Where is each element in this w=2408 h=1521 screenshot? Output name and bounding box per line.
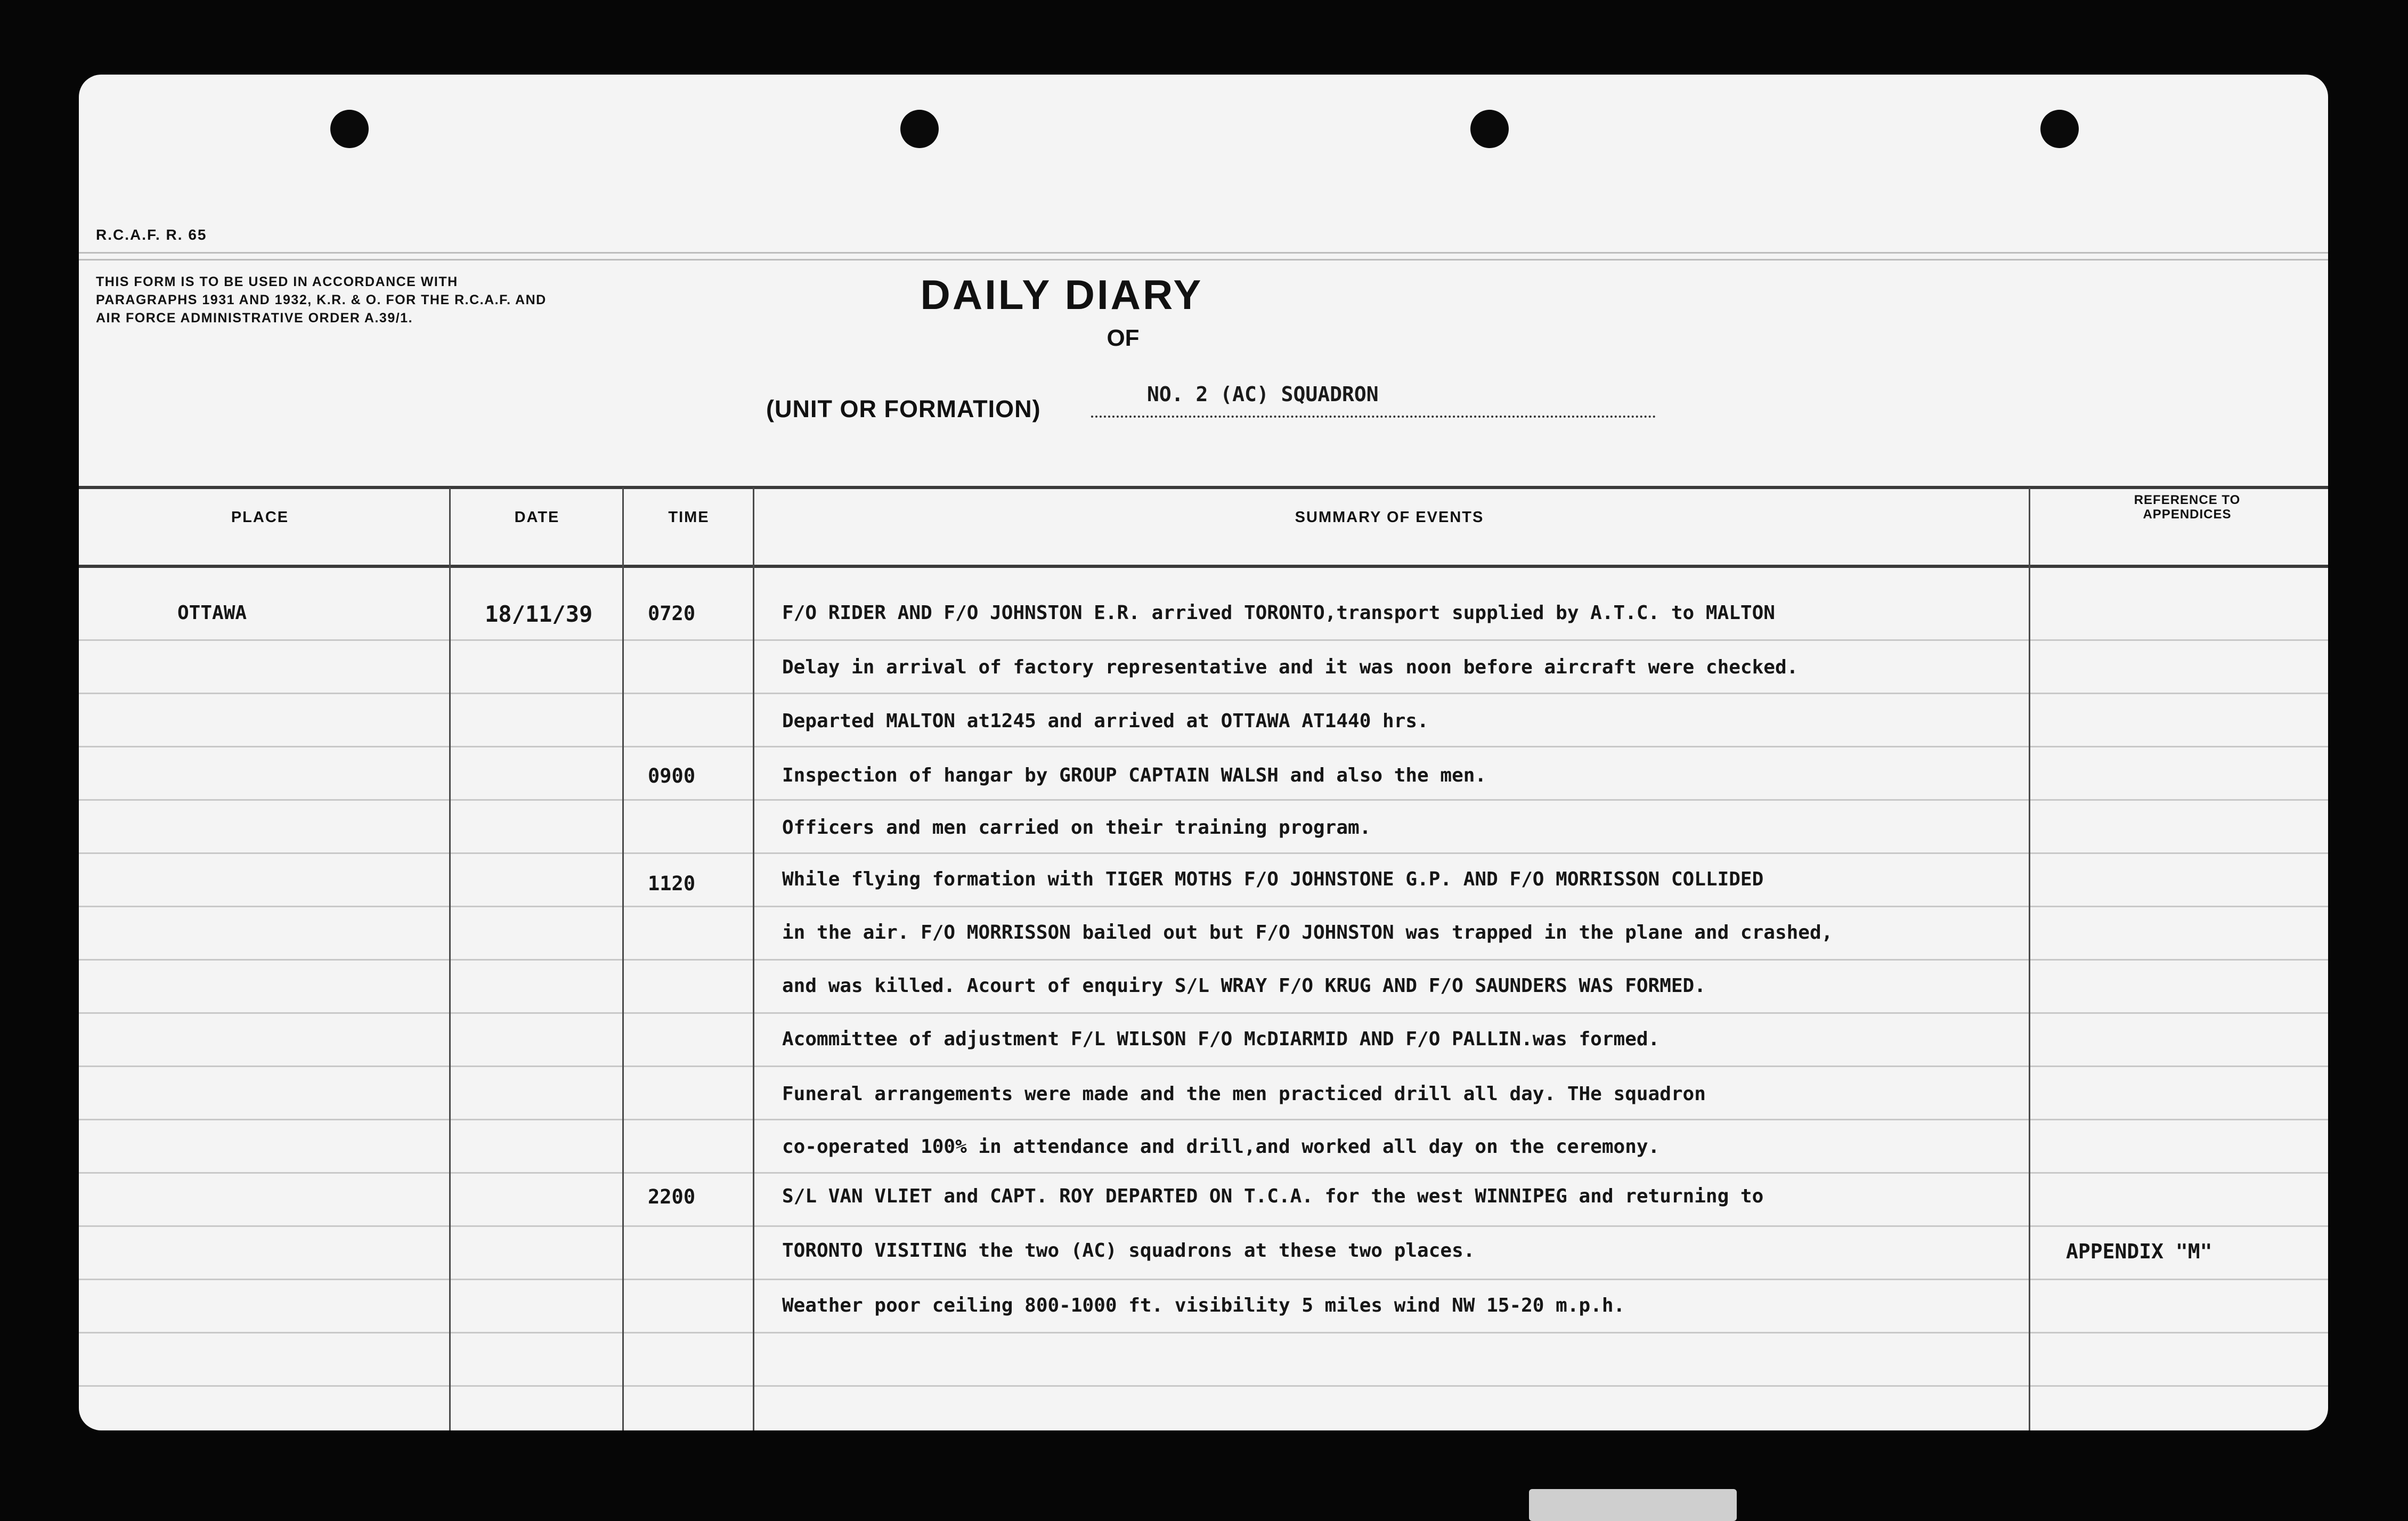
form-number: R.C.A.F. R. 65 <box>96 226 207 243</box>
summary-line: While flying formation with TIGER MOTHS F/O JOHNSTONE G.P. AND F/O MORRISSON COLLIDED <box>782 868 1764 890</box>
ruled-line <box>79 1332 2328 1333</box>
summary-line: co-operated 100% in attendance and drill,and worked all day on the ceremony. <box>782 1136 1660 1158</box>
summary-line: Departed MALTON at1245 and arrived at OTTAWA AT1440 hrs. <box>782 710 1429 732</box>
ruled-line <box>79 639 2328 641</box>
entry-date: 18/11/39 <box>485 601 593 627</box>
column-header-date: DATE <box>514 509 560 526</box>
summary-line: Weather poor ceiling 800-1000 ft. visibility 5 miles wind NW 15-20 m.p.h. <box>782 1295 1625 1316</box>
page-title: DAILY DIARY <box>920 271 1203 318</box>
summary-line: in the air. F/O MORRISSON bailed out but F/O JOHNSTON was trapped in the plane and crashed, <box>782 922 1833 943</box>
column-divider <box>622 487 624 1430</box>
ruled-line <box>79 1065 2328 1067</box>
summary-line: Delay in arrival of factory representative and it was noon before aircraft were checked. <box>782 656 1799 678</box>
header-bottom-rule <box>79 565 2328 568</box>
ruled-line <box>79 693 2328 694</box>
column-divider <box>753 487 754 1430</box>
table-top-rule <box>79 486 2328 489</box>
entry-time: 1120 <box>648 872 696 895</box>
ruled-line <box>79 906 2328 907</box>
entry-time: 0720 <box>648 602 696 625</box>
summary-line: Inspection of hangar by GROUP CAPTAIN WALSH and also the men. <box>782 764 1487 786</box>
ruled-line <box>79 1225 2328 1227</box>
rule-line <box>79 259 2328 261</box>
diary-form <box>79 75 2328 1430</box>
archive-tab <box>1529 1489 1737 1521</box>
ruled-line <box>79 1279 2328 1280</box>
unit-label: (UNIT OR FORMATION) <box>766 395 1041 422</box>
column-divider <box>2029 487 2030 1430</box>
summary-line: Funeral arrangements were made and the men practiced drill all day. THe squadron <box>782 1083 1706 1105</box>
punch-hole <box>330 110 369 148</box>
unit-dotted-line <box>1091 416 1656 418</box>
column-header-time: TIME <box>668 509 710 526</box>
column-divider <box>449 487 451 1430</box>
rule-line <box>79 252 2328 254</box>
ruled-line <box>79 959 2328 961</box>
summary-line: F/O RIDER AND F/O JOHNSTON E.R. arrived TORONTO,transport supplied by A.T.C. to MALTON <box>782 602 1775 624</box>
entry-time: 0900 <box>648 764 696 787</box>
title-of: OF <box>1107 325 1140 351</box>
column-header-place: PLACE <box>231 509 289 526</box>
punch-hole <box>2040 110 2079 148</box>
unit-value: NO. 2 (AC) SQUADRON <box>1147 383 1379 406</box>
summary-line: Acommittee of adjustment F/L WILSON F/O McDIARMID AND F/O PALLIN.was formed. <box>782 1028 1660 1050</box>
column-header-reference: REFERENCE TO APPENDICES <box>2134 493 2241 522</box>
summary-line: and was killed. Acourt of enquiry S/L WRAY F/O KRUG AND F/O SAUNDERS WAS FORMED. <box>782 975 1706 997</box>
summary-line: TORONTO VISITING the two (AC) squadrons at these two places. <box>782 1240 1475 1262</box>
summary-line: Officers and men carried on their training program. <box>782 817 1371 839</box>
ruled-line <box>79 799 2328 801</box>
ruled-line <box>79 746 2328 747</box>
ruled-line <box>79 1119 2328 1120</box>
entry-time: 2200 <box>648 1185 696 1208</box>
ruled-line <box>79 852 2328 854</box>
ruled-line <box>79 1172 2328 1174</box>
punch-hole <box>900 110 939 148</box>
ruled-line <box>79 1012 2328 1014</box>
punch-hole <box>1470 110 1509 148</box>
appendix-reference: APPENDIX "M" <box>2066 1240 2212 1263</box>
entry-place: OTTAWA <box>177 602 247 624</box>
usage-note: THIS FORM IS TO BE USED IN ACCORDANCE WITH PARAGRAPHS 1931 AND 1932, K.R. & O. FOR THE R.C.A.F. AND AIR FORCE ADMINISTRATIVE ORDER A.39/1. <box>96 274 547 326</box>
summary-line: S/L VAN VLIET and CAPT. ROY DEPARTED ON T.C.A. for the west WINNIPEG and returning to <box>782 1185 1764 1207</box>
column-header-summary: SUMMARY OF EVENTS <box>1295 509 1484 526</box>
ruled-line <box>79 1385 2328 1387</box>
